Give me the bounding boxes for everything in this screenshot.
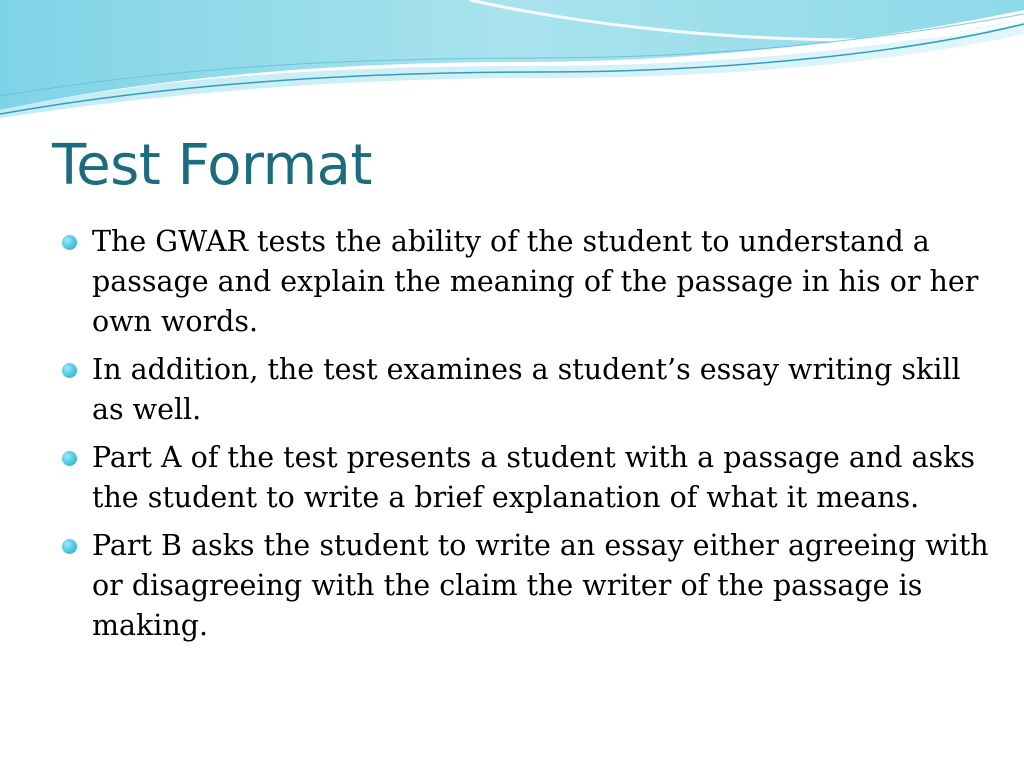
bullet-dot-icon bbox=[62, 539, 77, 554]
bullet-text: In addition, the test examines a student’s essay writing skill as well. bbox=[92, 353, 961, 426]
header-wave-decoration bbox=[0, 0, 1024, 130]
bullet-item bbox=[62, 526, 992, 646]
bullet-dot-icon bbox=[62, 363, 77, 378]
bullet-item bbox=[62, 438, 992, 518]
slide-title: Test Format bbox=[52, 133, 372, 198]
bullet-dot-icon bbox=[62, 451, 77, 466]
bullet-text: The GWAR tests the ability of the student to understand a passage and explain the meaning of the passage in his or her own words. bbox=[92, 225, 979, 338]
bullet-text: Part B asks the student to write an essay either agreeing with or disagreeing with the claim the writer of the passage is making. bbox=[92, 529, 989, 642]
bullet-dot-icon bbox=[62, 235, 77, 250]
bullet-item bbox=[62, 350, 992, 430]
bullet-list bbox=[62, 222, 992, 654]
bullet-text: Part A of the test presents a student with a passage and asks the student to write a brief explanation of what it means. bbox=[92, 441, 976, 514]
bullet-item bbox=[62, 222, 992, 342]
